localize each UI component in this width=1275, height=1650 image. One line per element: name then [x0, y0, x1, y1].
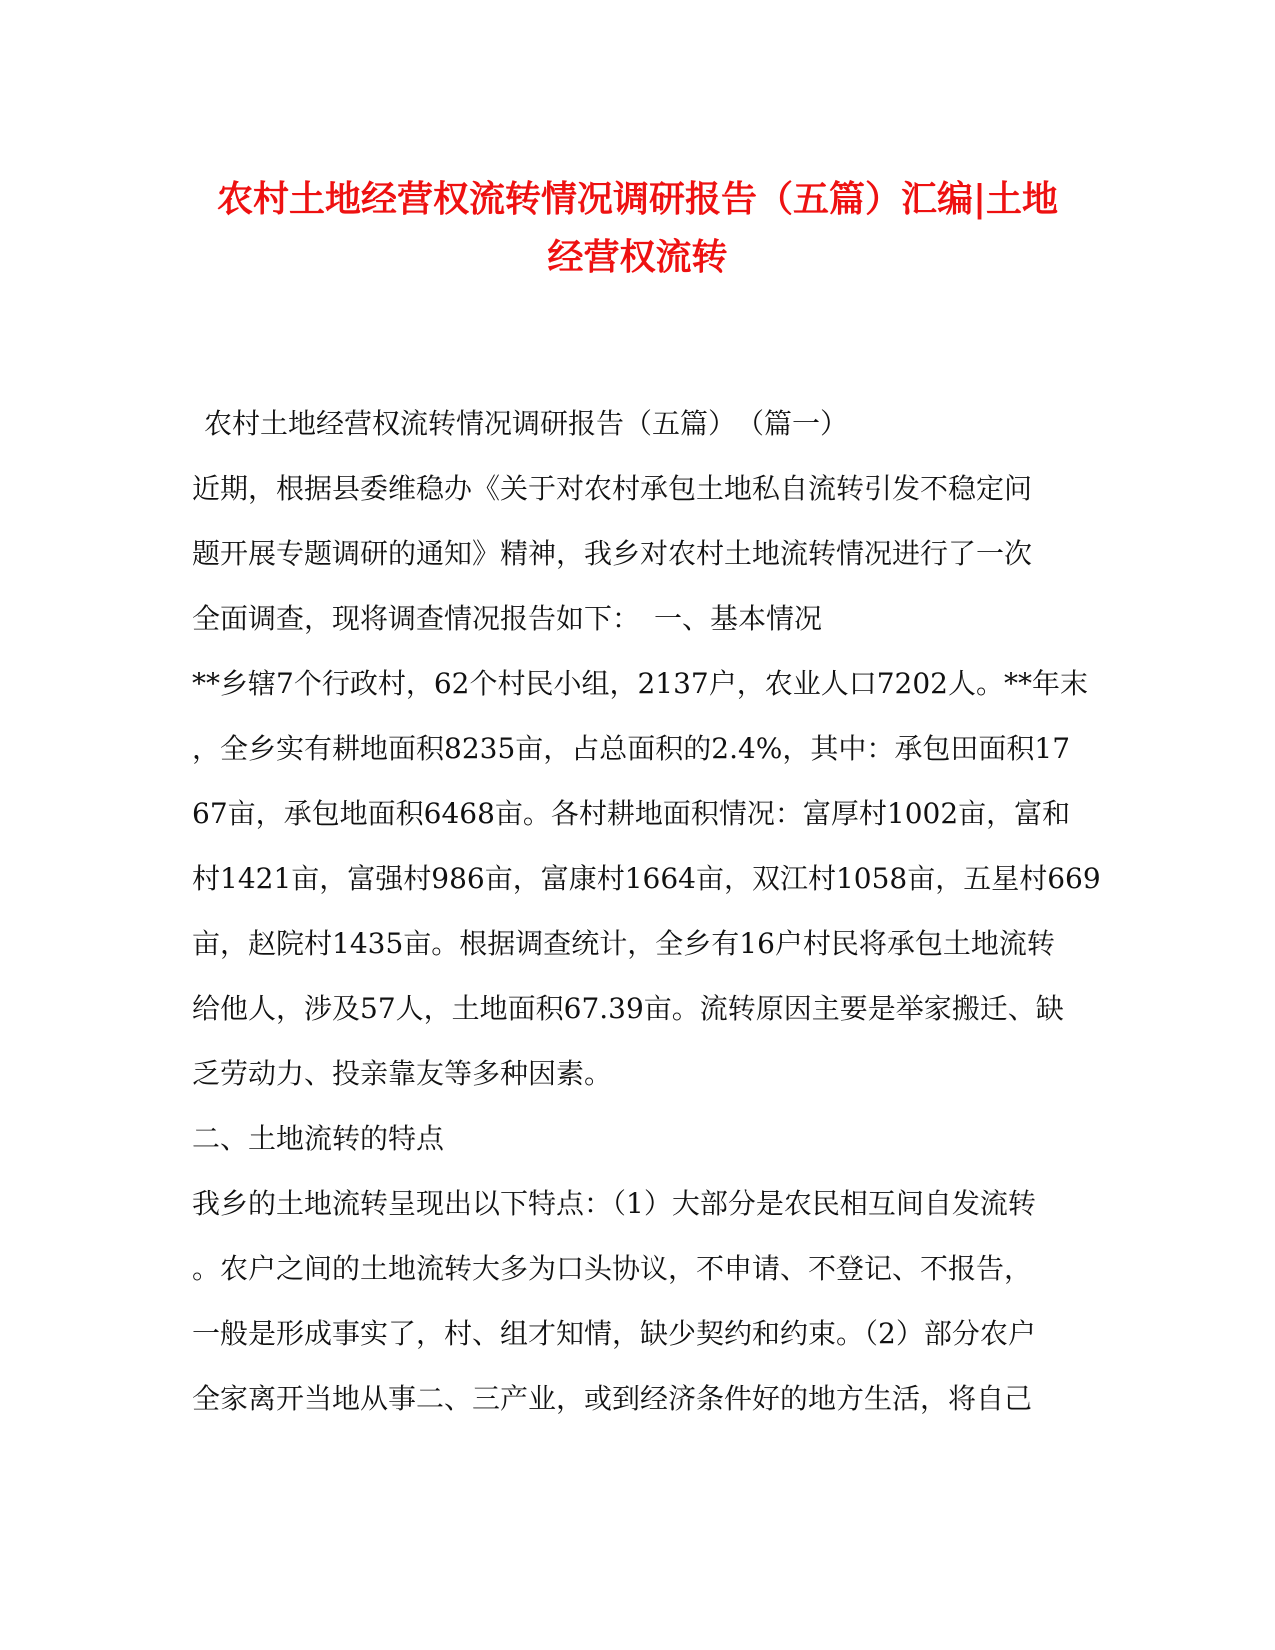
section-heading: 农村土地经营权流转情况调研报告（五篇） （篇一）	[204, 407, 849, 440]
body-line: 我乡的土地流转呈现出以下特点：（1）大部分是农民相互间自发流转	[192, 1187, 1036, 1220]
title-line-2: 经营权流转	[547, 236, 728, 278]
body-line: 给他人，涉及57人，土地面积67.39亩。流转原因主要是举家搬迁、缺	[192, 992, 1064, 1025]
body-line: 亩，赵院村1435亩。根据调查统计，全乡有16户村民将承包土地流转	[192, 927, 1055, 960]
body-line: 全家离开当地从事二、三产业，或到经济条件好的地方生活，将自己	[192, 1382, 1033, 1415]
title-line-1: 农村土地经营权流转情况调研报告（五篇）汇编|土地	[216, 178, 1059, 220]
body-line: 全面调查，现将调查情况报告如下： 一、基本情况	[192, 602, 823, 635]
subsection-heading: 二、土地流转的特点	[192, 1122, 445, 1155]
body-line: 题开展专题调研的通知》精神，我乡对农村土地流转情况进行了一次	[192, 537, 1033, 570]
body-line: 。农户之间的土地流转大多为口头协议，不申请、不登记、不报告，	[192, 1252, 1033, 1285]
body-line: ，全乡实有耕地面积8235亩，占总面积的2.4%，其中：承包田面积17	[192, 732, 1071, 765]
body-line: 一般是形成事实了，村、组才知情，缺少契约和约束。（2）部分农户	[192, 1317, 1036, 1350]
body-line: 村1421亩，富强村986亩，富康村1664亩，双江村1058亩，五星村669	[192, 862, 1101, 895]
document-title	[150, 170, 1125, 286]
document-body	[192, 407, 1101, 1448]
body-line: 乏劳动力、投亲靠友等多种因素。	[192, 1057, 613, 1090]
body-line: **乡辖7个行政村，62个村民小组，2137户，农业人口7202人。**年末	[192, 667, 1088, 700]
body-line: 近期，根据县委维稳办《关于对农村承包土地私自流转引发不稳定问	[192, 472, 1033, 505]
body-line: 67亩，承包地面积6468亩。各村耕地面积情况：富厚村1002亩，富和	[192, 797, 1071, 830]
